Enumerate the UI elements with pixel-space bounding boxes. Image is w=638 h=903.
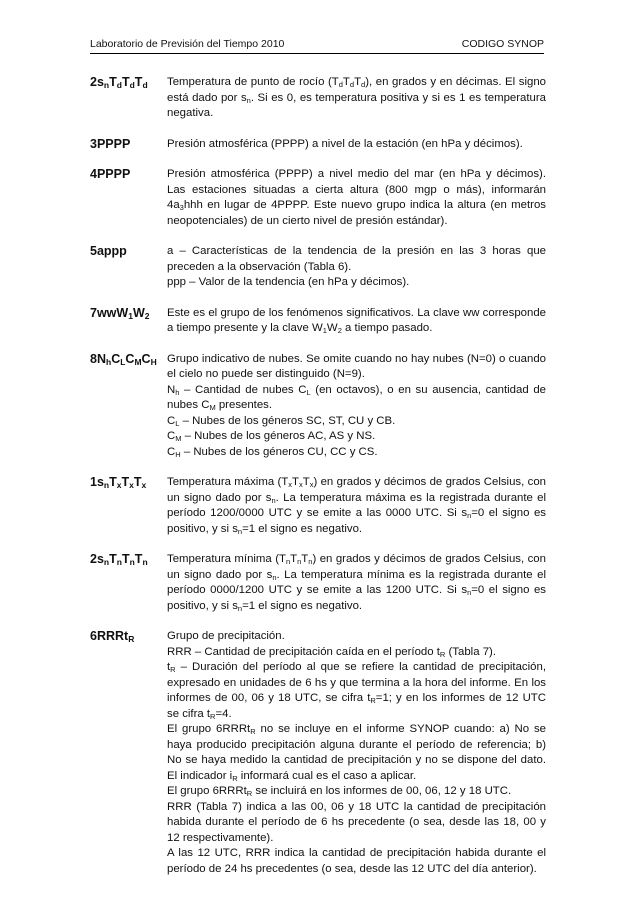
description-line: RRR (Tabla 7) indica a las 00, 06 y 18 UTC la cantidad de precipitación habida durante el período de 6 hs precedente (o sea, desde las 18, 00 y 12 respectivamente). (167, 800, 546, 844)
synop-group-entry (90, 75, 546, 122)
synop-group-entry (90, 167, 546, 229)
description-line: $C_M$ – Nubes de los géneros AC, AS y NS. (167, 430, 376, 443)
description-line: El grupo 6RRRt$_R$ se incluirá en los informes de 00, 06, 12 y 18 UTC. (167, 785, 512, 798)
group-code: 6RRRt$_R$ (90, 629, 135, 644)
description-line: Temperatura mínima $(T_nT_nT_n)$ en grados y décimos de grados Celsius, con un signo dado por $s_n$. La temperatura mínima es la registrada durante el período 0000/1200 UTC y se emite a las 1200 UTC. Si $s_n=0$ el signo es positivo, y si $s_n=1$ el signo es negativo. (167, 553, 546, 613)
group-description (167, 352, 546, 461)
group-code: $2s_nT_nT_nT_n$ (90, 552, 148, 567)
description-line: $t_R$ – Duración del período al que se refiere la cantidad de precipitación, expresado en unidades de 6 hs y que termina a la hora del informe. En los informes de 00, 06 y 18 UTC, se cifra $t_R=1$; y en los informes de 12 UTC se cifra $t_R=4$. (167, 661, 546, 721)
description-line: ppp – Valor de la tendencia (en hPa y décimos). (167, 276, 410, 288)
page-header (90, 38, 544, 54)
group-code: 3PPPP (90, 136, 131, 151)
group-code: $7wwW_1W_2$ (90, 305, 150, 321)
description-line: $N_h$ – Cantidad de nubes $C_L$ (en octavos), o en su ausencia, cantidad de nubes $C_M$ presentes. (167, 383, 546, 412)
description-line: El grupo 6RRRt$_R$ no se incluye en el informe SYNOP cuando: a) No se haya producido precipitación alguna durante el período de referencia; b) No se haya medido la cantidad de precipitación y no se dispone del dato. El indicador $i_R$ informará cual es el caso a aplicar. (167, 723, 546, 783)
group-code: 4PPPP (90, 167, 131, 181)
description-line: Temperatura de punto de rocío $(T_dT_dT_d)$, en grados y en décimas. El signo está dado por $s_n$. Si es 0, es temperatura positiva y si es 1 es temperatura negativa. (167, 76, 546, 119)
group-description (167, 629, 546, 877)
group-description (167, 75, 546, 122)
synop-group-entry (90, 306, 546, 337)
group-code: $2s_nT_dT_dT_d$ (90, 75, 148, 90)
description-line: Grupo indicativo de nubes. Se omite cuando no hay nubes (N=0) o cuando el cielo no puede ser distinguido (N=9). (167, 352, 546, 380)
group-description (167, 137, 546, 153)
group-description (167, 244, 546, 291)
group-description (167, 552, 546, 614)
description-line: Presión atmosférica (PPPP) a nivel medio del mar (en hPa y décimos). Las estaciones situadas a cierta altura (800 mgp o más), informarán $4a_3hhh$ en lugar de 4PPPP. Este nuevo grupo indica la altura (en metros neopotenciales) de un cierto nivel de presión estándar). (167, 168, 546, 227)
synop-group-entry (90, 475, 546, 537)
synop-group-entry (90, 137, 546, 153)
header-title: Laboratorio de Previsión del Tiempo 2010 (90, 38, 285, 50)
description-line: Grupo de precipitación. (167, 630, 285, 642)
synop-group-entry (90, 352, 546, 461)
description-line: A las 12 UTC, RRR indica la cantidad de precipitación habida durante el período de 24 hs precedentes (o sea, desde las 12 UTC del día anterior). (167, 847, 546, 875)
group-description (167, 306, 546, 337)
description-line: a – Características de la tendencia de la presión en las 3 horas que preceden a la observación (Tabla 6). (167, 245, 546, 273)
synop-group-list (90, 75, 546, 892)
group-code: 5appp (90, 244, 127, 258)
description-line: Presión atmosférica (PPPP) a nivel de la estación (en hPa y décimos). (167, 137, 523, 150)
synop-group-entry (90, 552, 546, 614)
group-code: $8N_hC_LC_MC_H$ (90, 351, 157, 367)
description-line: $C_H$ – Nubes de los géneros CU, CC y CS. (167, 445, 378, 459)
description-line: $C_L$ – Nubes de los géneros SC, ST, CU y CB. (167, 414, 396, 428)
description-line: Temperatura máxima $(T_xT_xT_x)$ en grados y décimos de grados Celsius, con un signo dado por $s_n$. La temperatura máxima es la registrada durante el período 1200/0000 UTC y se emite a las 0000 UTC. Si $s_n=0$ el signo es positivo, y si $s_n=1$ el signo es negativo. (167, 476, 547, 536)
group-code: $1s_nT_xT_xT_x$ (90, 475, 147, 490)
description-line: RRR – Cantidad de precipitación caída en el período $t_R$ (Tabla 7). (167, 645, 496, 659)
description-line: Este es el grupo de los fenómenos significativos. La clave ww corresponde a tiempo presente y la clave $W_1W_2$ a tiempo pasado. (167, 306, 546, 335)
synop-group-entry (90, 244, 546, 291)
header-section: CODIGO SYNOP (461, 38, 544, 50)
group-description (167, 167, 546, 229)
group-description (167, 475, 546, 537)
synop-group-entry (90, 629, 546, 877)
